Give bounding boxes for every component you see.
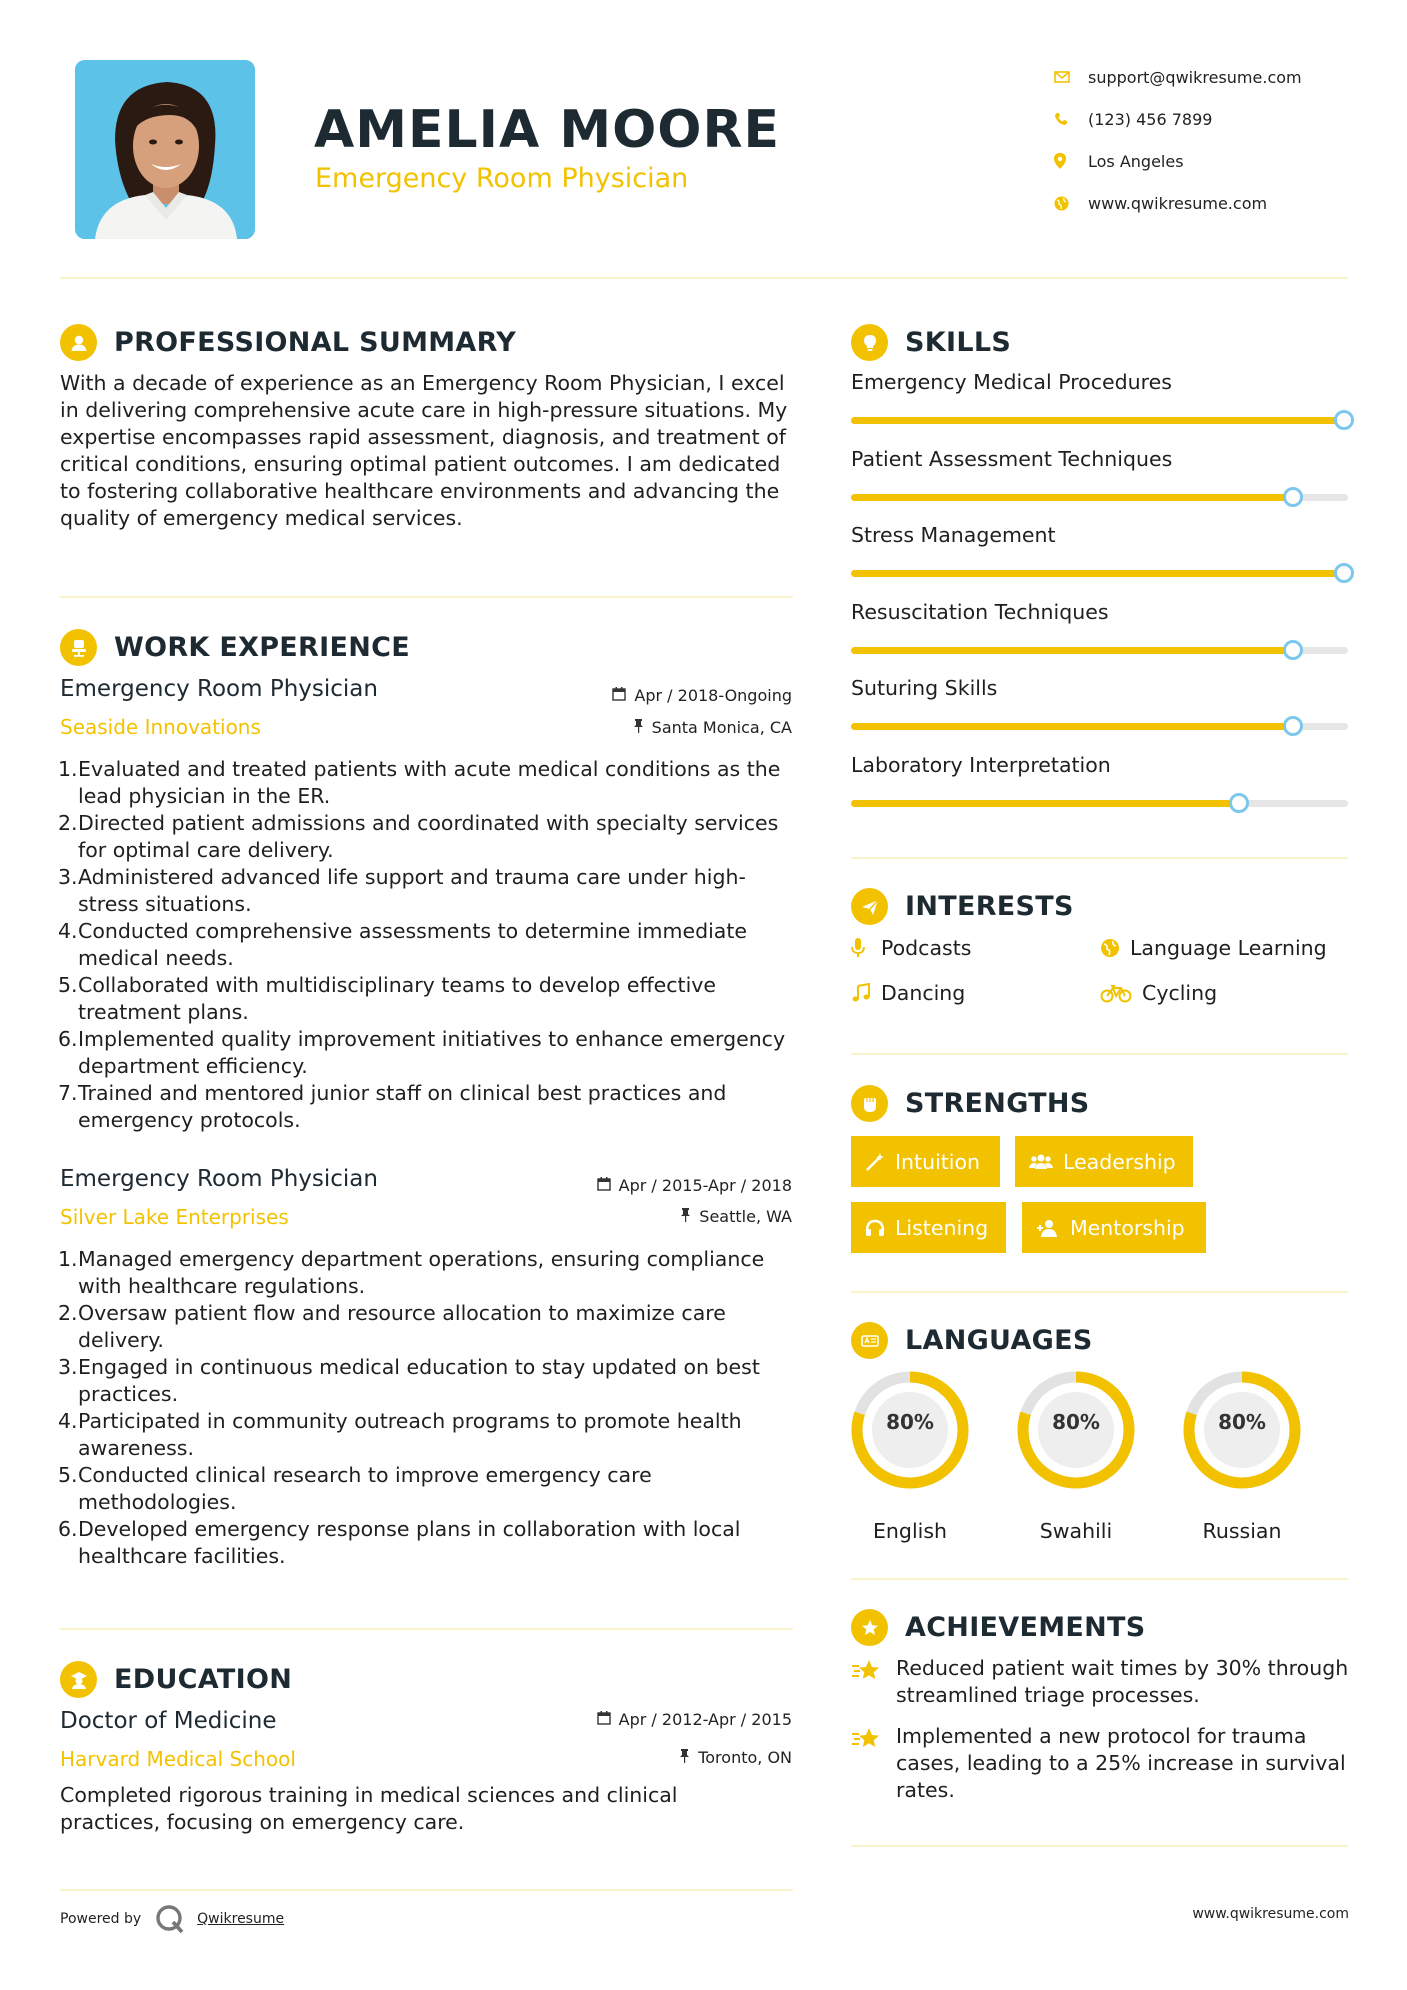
strength-mentorship xyxy=(1022,1202,1206,1253)
candidate-role: Emergency Room Physician xyxy=(315,163,689,194)
strength-label: Intuition xyxy=(895,1149,981,1174)
microphone-icon xyxy=(851,938,881,958)
skill-label: Laboratory Interpretation xyxy=(851,752,1111,777)
strength-intuition xyxy=(851,1136,1000,1187)
skill-bar-knob xyxy=(1334,410,1354,430)
list-item: 2. Oversaw patient flow and resource allocation to maximize care delivery. xyxy=(58,1301,726,1352)
language-percent: 80% xyxy=(1218,1410,1266,1434)
job-1-location-text: Santa Monica, CA xyxy=(651,718,792,737)
job-2-dates-text: Apr / 2015-Apr / 2018 xyxy=(618,1176,792,1195)
pushpin-icon xyxy=(680,1208,691,1226)
list-item: 4. Participated in community outreach programs to promote health awareness. xyxy=(58,1409,742,1460)
interest-cycling xyxy=(1100,981,1217,1005)
skill-bar-fill xyxy=(851,570,1348,577)
user-plus-icon xyxy=(1036,1218,1060,1238)
strength-label: Listening xyxy=(895,1215,989,1240)
skill-label: Suturing Skills xyxy=(851,676,998,700)
star-badge-icon xyxy=(851,1609,888,1646)
lightbulb-icon xyxy=(851,324,888,361)
languages-heading xyxy=(851,1322,1093,1359)
summary-text: With a decade of experience as an Emergency Room Physician, I excel in delivering comprehensive acute care in high-pressure situations. My expertise encompasses rapid assessment, diagnosis, and treatment of critical conditions, ensuring optimal patient outcomes. I am dedicated to fostering collaborative healthcare environments and advancing the quality of emergency medical services. xyxy=(60,371,788,530)
language-name: Swahili xyxy=(1039,1519,1113,1543)
skill-label: Emergency Medical Procedures xyxy=(851,370,1172,394)
achievements-title: ACHIEVEMENTS xyxy=(905,1612,1146,1643)
summary-divider xyxy=(60,596,793,598)
list-item: 3. Administered advanced life support and trauma care under high-stress situations. xyxy=(58,865,746,916)
paper-plane-icon xyxy=(851,888,888,925)
list-item: 5. Conducted clinical research to improve emergency care methodologies. xyxy=(58,1463,652,1514)
profile-photo xyxy=(75,60,255,239)
list-item: 1. Managed emergency department operations, ensuring compliance with healthcare regulations. xyxy=(58,1247,765,1298)
pushpin-icon xyxy=(679,1749,690,1767)
skill-label: Resuscitation Techniques xyxy=(851,599,1109,624)
powered-by-label: Powered by xyxy=(60,1911,142,1927)
job-1-location xyxy=(540,718,792,737)
footer-divider xyxy=(60,1889,793,1891)
list-item: 6. Developed emergency response plans in collaboration with local healthcare facilities. xyxy=(58,1517,741,1568)
chair-icon xyxy=(60,629,97,666)
qwikresume-link[interactable]: Qwikresume xyxy=(197,1911,285,1927)
education-title: EDUCATION xyxy=(114,1664,293,1695)
list-item: 2. Directed patient admissions and coordinated with specialty services for optimal care delivery. xyxy=(58,811,779,862)
job-2-dates xyxy=(540,1176,792,1195)
skills-heading xyxy=(851,324,1011,361)
footer-website[interactable]: www.qwikresume.com xyxy=(1192,1906,1349,1922)
language-item xyxy=(849,1369,971,1543)
job-1-dates-text: Apr / 2018-Ongoing xyxy=(634,686,792,705)
summary-title: PROFESSIONAL SUMMARY xyxy=(114,327,517,358)
work-divider xyxy=(60,1628,793,1630)
work-title: WORK EXPERIENCE xyxy=(114,632,410,663)
skill-bar-fill xyxy=(851,723,1293,730)
interests-title: INTERESTS xyxy=(905,891,1074,922)
language-item xyxy=(1015,1369,1137,1543)
list-item: 1. Evaluated and treated patients with acute medical conditions as the lead physician in the ER. xyxy=(58,757,781,808)
interests-heading xyxy=(851,888,1074,925)
strengths-title: STRENGTHS xyxy=(905,1088,1090,1119)
globe-icon xyxy=(1050,196,1088,211)
skill-bar-knob xyxy=(1229,793,1249,813)
globe-icon xyxy=(1100,938,1130,958)
interest-label: Language Learning xyxy=(1130,936,1327,960)
header-divider xyxy=(60,277,1348,279)
strengths-divider xyxy=(851,1291,1348,1293)
list-item: 5. Collaborated with multidisciplinary teams to develop effective treatment plans. xyxy=(58,973,717,1024)
skill-bar-fill xyxy=(851,647,1293,654)
education-heading xyxy=(60,1661,292,1698)
language-percent: 80% xyxy=(886,1410,934,1434)
interest-label: Podcasts xyxy=(881,936,972,960)
skill-bar xyxy=(851,800,1348,807)
list-item: 3. Engaged in continuous medical education to stay updated on best practices. xyxy=(58,1355,760,1406)
calendar-icon xyxy=(597,1177,611,1195)
contact-website[interactable] xyxy=(1050,182,1390,224)
languages-divider xyxy=(851,1578,1348,1580)
skill-bar-knob xyxy=(1283,487,1303,507)
skill-label: Stress Management xyxy=(851,523,1056,547)
job-2-location xyxy=(540,1207,792,1226)
skill-bar-knob xyxy=(1283,640,1303,660)
contact-phone[interactable] xyxy=(1050,98,1390,140)
achievements-divider xyxy=(851,1845,1348,1847)
fist-icon xyxy=(851,1085,888,1122)
job-1-title: Emergency Room Physician xyxy=(60,676,378,702)
achievement-2: Implemented a new protocol for trauma cases, leading to a 25% increase in survival rates. xyxy=(896,1724,1346,1802)
achievement-1: Reduced patient wait times by 30% through streamlined triage processes. xyxy=(896,1656,1349,1707)
headphones-icon xyxy=(865,1218,885,1238)
job-2-location-text: Seattle, WA xyxy=(699,1207,792,1226)
skill-bar xyxy=(851,570,1348,577)
skill-bar xyxy=(851,647,1348,654)
job-2-company: Silver Lake Enterprises xyxy=(60,1205,289,1229)
interest-podcasts xyxy=(851,936,971,960)
work-heading xyxy=(60,629,410,666)
language-item xyxy=(1181,1369,1303,1543)
calendar-icon xyxy=(597,1711,611,1729)
skill-bar-knob xyxy=(1283,716,1303,736)
achievements-heading xyxy=(851,1609,1146,1646)
strength-label: Mentorship xyxy=(1070,1215,1185,1240)
interests-divider xyxy=(851,1053,1348,1055)
music-note-icon xyxy=(851,983,881,1003)
education-dates xyxy=(540,1710,792,1729)
job-1-company: Seaside Innovations xyxy=(60,715,261,739)
graduate-icon xyxy=(60,1661,97,1698)
skill-bar-fill xyxy=(851,417,1348,424)
skill-bar xyxy=(851,417,1348,424)
phone-icon xyxy=(1050,112,1088,126)
skill-bar-knob xyxy=(1334,563,1354,583)
language-name: English xyxy=(872,1519,948,1543)
education-location-text: Toronto, ON xyxy=(698,1748,792,1767)
magic-wand-icon xyxy=(865,1152,885,1172)
contact-email-text: support@qwikresume.com xyxy=(1088,67,1302,87)
language-percent: 80% xyxy=(1052,1410,1100,1434)
pushpin-icon xyxy=(633,719,644,737)
footer-powered-by xyxy=(60,1904,284,1934)
strength-leadership xyxy=(1015,1136,1193,1187)
job-1-duties xyxy=(60,756,800,1134)
envelope-icon xyxy=(1050,71,1088,83)
map-pin-icon xyxy=(1050,153,1088,169)
skills-divider xyxy=(851,857,1348,859)
summary-heading xyxy=(60,324,516,361)
list-item: 4. Conducted comprehensive assessments to determine immediate medical needs. xyxy=(58,919,748,970)
qwikresume-logo-icon xyxy=(155,1904,185,1934)
job-2-duties xyxy=(60,1246,800,1570)
calendar-icon xyxy=(612,687,626,705)
language-name: Russian xyxy=(1202,1519,1282,1543)
interest-language-learning xyxy=(1100,936,1327,960)
users-icon xyxy=(1029,1152,1053,1172)
contact-location xyxy=(1050,140,1390,182)
strengths-heading xyxy=(851,1085,1090,1122)
education-school: Harvard Medical School xyxy=(60,1747,296,1771)
skill-label: Patient Assessment Techniques xyxy=(851,446,1173,471)
education-location xyxy=(540,1748,792,1767)
skill-bar xyxy=(851,723,1348,730)
contact-list xyxy=(1050,56,1390,224)
interest-label: Cycling xyxy=(1142,981,1218,1005)
list-item: 7. Trained and mentored junior staff on clinical best practices and emergency protocols. xyxy=(58,1081,727,1132)
education-degree: Doctor of Medicine xyxy=(60,1708,277,1734)
skill-bar-fill xyxy=(851,494,1293,501)
strength-listening xyxy=(851,1202,1006,1253)
star-icon xyxy=(851,1726,883,1759)
contact-email[interactable] xyxy=(1050,56,1390,98)
list-item: 6. Implemented quality improvement initiatives to enhance emergency department efficiency. xyxy=(58,1027,786,1078)
user-icon xyxy=(60,324,97,361)
languages-title: LANGUAGES xyxy=(905,1325,1093,1356)
contact-website-text: www.qwikresume.com xyxy=(1088,193,1268,213)
job-1-dates xyxy=(540,686,792,705)
contact-location-text: Los Angeles xyxy=(1088,151,1184,171)
skills-title: SKILLS xyxy=(905,327,1012,358)
interest-label: Dancing xyxy=(881,981,966,1005)
education-text: Completed rigorous training in medical sciences and clinical practices, focusing on emergency care. xyxy=(60,1783,678,1834)
interest-dancing xyxy=(851,981,965,1005)
candidate-name: AMELIA MOORE xyxy=(314,100,781,160)
skill-bar-fill xyxy=(851,800,1239,807)
contact-phone-text: (123) 456 7899 xyxy=(1088,109,1213,129)
education-dates-text: Apr / 2012-Apr / 2015 xyxy=(618,1710,792,1729)
strength-label: Leadership xyxy=(1063,1149,1176,1174)
job-2-title: Emergency Room Physician xyxy=(60,1166,378,1192)
language-card-icon xyxy=(851,1322,888,1359)
bicycle-icon xyxy=(1100,983,1142,1003)
star-icon xyxy=(851,1658,883,1691)
skill-bar xyxy=(851,494,1348,501)
